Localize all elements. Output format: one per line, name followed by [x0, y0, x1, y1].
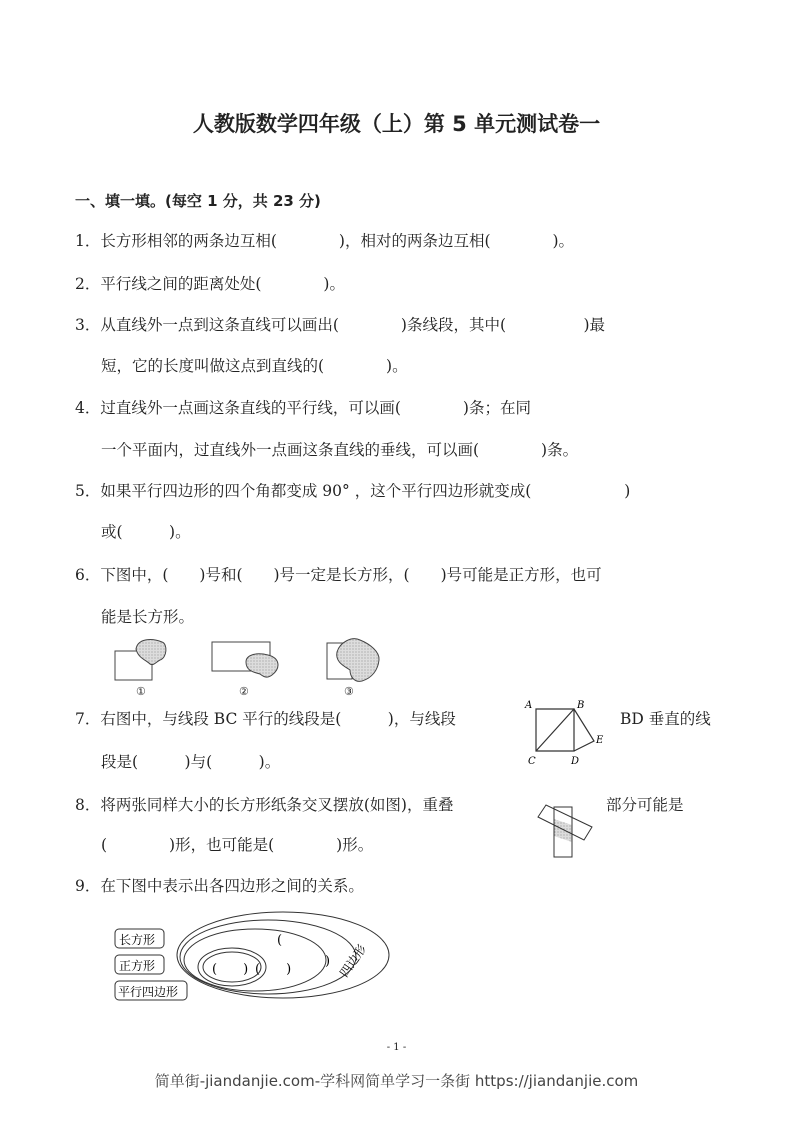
q9-blank-middle: ( )	[255, 962, 292, 977]
question-5: 5．如果平行四边形的四个角都变成 90° ，这个平行四边形就变成( )	[75, 482, 631, 500]
question-3-cont: 短，它的长度叫做这点到直线的( )。	[101, 357, 408, 375]
q8-figure	[530, 795, 600, 860]
point-d: D	[571, 756, 580, 767]
q9-diagram	[100, 910, 400, 1010]
question-4: 4．过直线外一点画这条直线的平行线，可以画( )条；在同	[75, 399, 531, 417]
page-number: - 1 -	[386, 1042, 407, 1053]
box-rectangle: 长方形	[119, 933, 156, 947]
question-9: 9．在下图中表示出各四边形之间的关系。	[75, 877, 364, 895]
question-2: 2．平行线之间的距离处处( )。	[75, 275, 345, 293]
q7-figure	[520, 696, 610, 781]
question-6: 6．下图中，( )号和( )号一定是长方形，( )号可能是正方形，也可	[75, 566, 602, 584]
outer-label: 四边形	[336, 942, 370, 980]
blank-rectangle-end: )	[325, 954, 331, 969]
page-title: 人教版数学四年级（上）第 5 单元测试卷一	[192, 112, 601, 136]
question-8-cont: ( )形，也可能是( )形。	[101, 836, 374, 854]
point-e: E	[596, 735, 604, 746]
question-3: 3．从直线外一点到这条直线可以画出( )条线段，其中( )最	[75, 316, 606, 334]
question-4-cont: 一个平面内，过直线外一点画这条直线的垂线，可以画( )条。	[101, 441, 579, 459]
question-5-cont: 或( )。	[101, 523, 191, 541]
section-heading: 一、填一填。(每空 1 分，共 23 分)	[75, 192, 321, 210]
question-1: 1．长方形相邻的两条边互相( )，相对的两条边互相( )。	[75, 232, 575, 250]
question-7: 7．右图中，与线段 BC 平行的线段是( )，与线段	[75, 710, 456, 728]
question-6-cont: 能是长方形。	[101, 608, 195, 626]
q9-blank-inner: ( )	[212, 962, 249, 977]
question-7-right: BD 垂直的线	[620, 710, 711, 728]
figure-1-label: ①	[136, 685, 146, 698]
footer-watermark: 简单街-jiandanjie.com-学科网简单学习一条街 https://jiandanjie.com	[154, 1072, 639, 1090]
question-8: 8．将两张同样大小的长方形纸条交叉摆放(如图)，重叠	[75, 796, 454, 814]
figure-3	[327, 639, 379, 682]
figure-2	[212, 642, 278, 677]
figure-3-label: ③	[344, 685, 354, 698]
box-square: 正方形	[119, 959, 156, 973]
point-a: A	[525, 700, 533, 711]
point-b: B	[577, 700, 585, 711]
blank-rectangle: (	[277, 933, 283, 948]
question-8-right: 部分可能是	[606, 796, 684, 814]
question-7-cont: 段是( )与( )。	[101, 753, 281, 771]
box-parallelogram: 平行四边形	[118, 985, 179, 999]
point-c: C	[528, 756, 536, 767]
figure-1	[115, 640, 166, 680]
figure-2-label: ②	[239, 685, 249, 698]
